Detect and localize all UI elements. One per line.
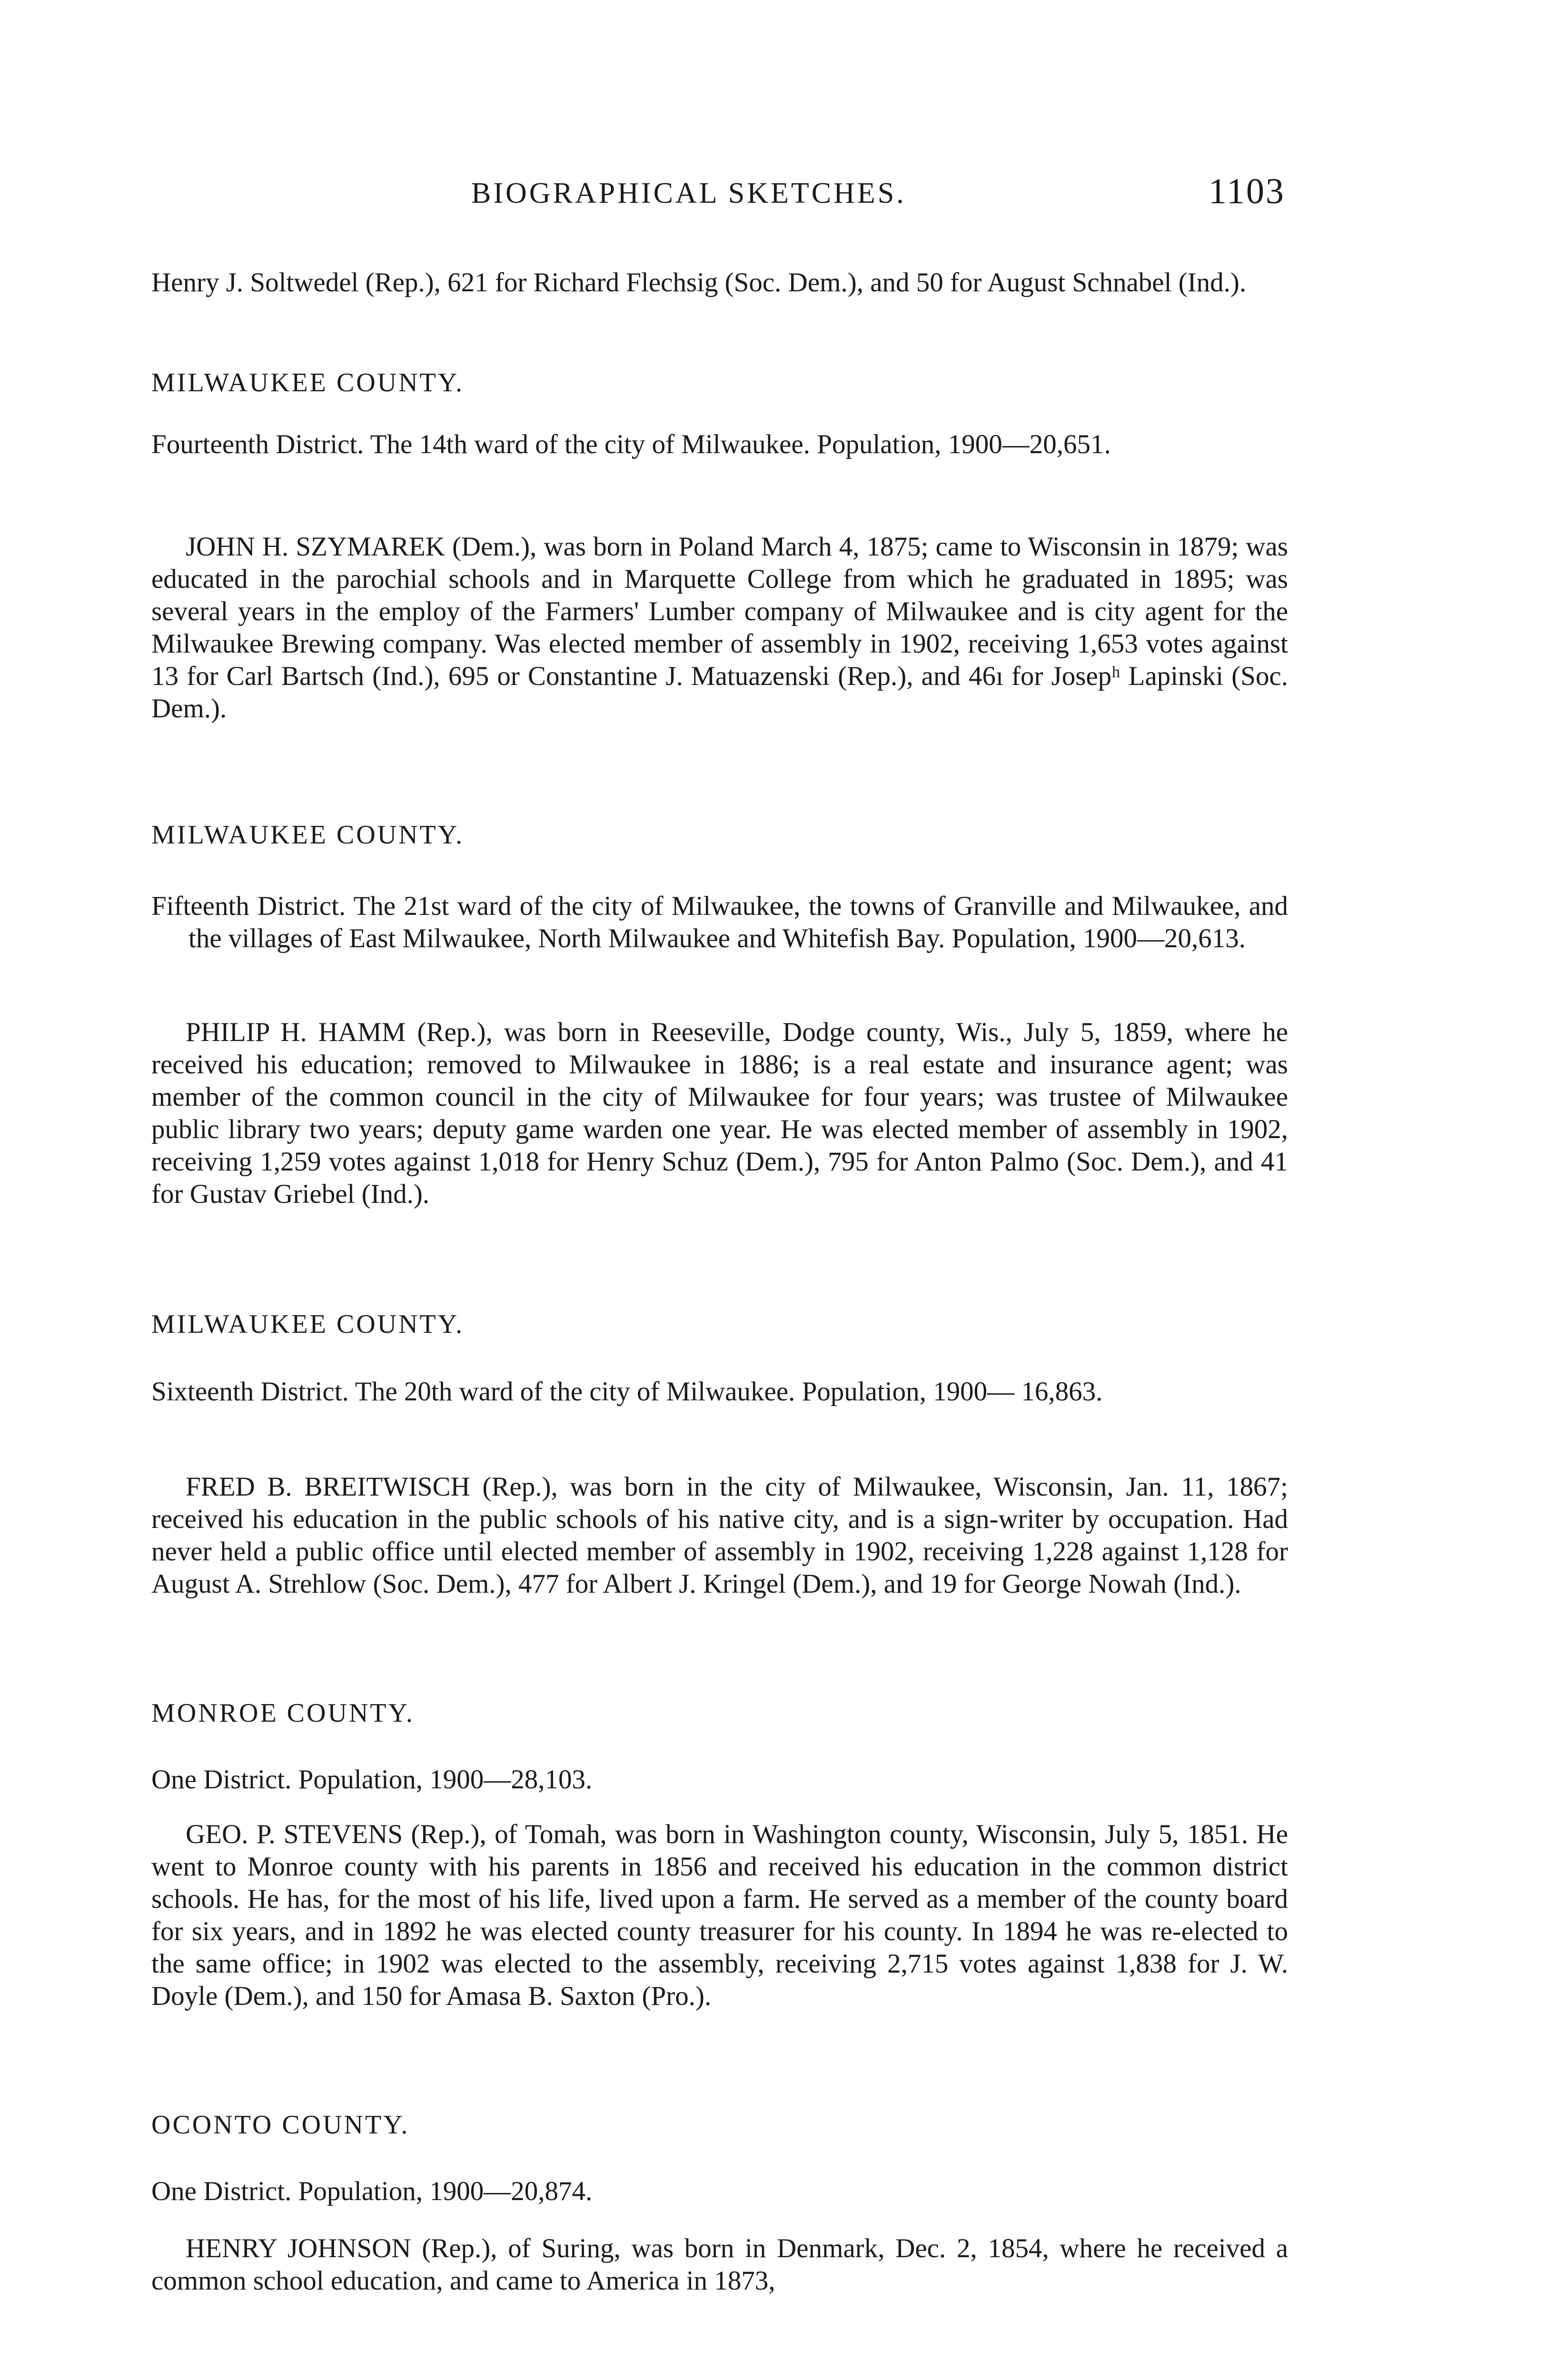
- continuation-text: Henry J. Soltwedel (Rep.), 621 for Richard Flechsig (Soc. Dem.), and 50 for August Schnabel (Ind.).: [151, 268, 1247, 298]
- district-block: [151, 428, 1288, 461]
- continuation-block: [151, 267, 1288, 299]
- running-title: BIOGRAPHICAL SKETCHES.: [471, 177, 906, 209]
- county-heading: MONROE COUNTY.: [151, 1698, 415, 1728]
- county-heading: MILWAUKEE COUNTY.: [151, 368, 464, 397]
- county-heading: MILWAUKEE COUNTY.: [151, 1309, 464, 1339]
- district-description: Sixteenth District. The 20th ward of the city of Milwaukee. Population, 1900— 16,863.: [151, 1377, 1103, 1407]
- county-heading: OCONTO COUNTY.: [151, 2110, 410, 2140]
- county-section: [151, 1308, 1288, 1340]
- biography-block: [151, 2232, 1288, 2297]
- district-description: One District. Population, 1900—20,874.: [151, 2176, 593, 2206]
- biography-paragraph: JOHN H. SZYMAREK (Dem.), was born in Poland March 4, 1875; came to Wisconsin in 1879; was educated in the parochial schools and in Marquette College from which he graduated in 1895; was several years in the employ of the Farmers' Lumber company of Milwaukee and is city agent for the Milwaukee Brewing company. Was elected member of assembly in 1902, receiving 1,653 votes against 13 for Carl Bartsch (Ind.), 695 or Constantine J. Matuazenski (Rep.), and 46ı for Josepʰ Lapinski (Soc. Dem.).: [151, 532, 1288, 724]
- district-description: One District. Population, 1900—28,103.: [151, 1765, 593, 1795]
- county-section: [151, 367, 1288, 399]
- district-block: [151, 1764, 1288, 1796]
- district-description: Fourteenth District. The 14th ward of the city of Milwaukee. Population, 1900—20,651.: [151, 429, 1111, 459]
- county-section: [151, 2109, 1288, 2141]
- district-block: [151, 890, 1288, 955]
- biography-paragraph: GEO. P. STEVENS (Rep.), of Tomah, was born in Washington county, Wisconsin, July 5, 1851. He went to Monroe county with his parents in 1856 and received his education in the common district schools. He has, for the most of his life, lived upon a farm. He served as a member of the county board for six years, and in 1892 he was elected county treasurer for his county. In 1894 he was re-elected to the same office; in 1902 was elected to the assembly, receiving 2,715 votes against 1,838 for J. W. Doyle (Dem.), and 150 for Amasa B. Saxton (Pro.).: [151, 1819, 1288, 2011]
- district-block: [151, 1376, 1288, 1408]
- biography-block: [151, 531, 1288, 725]
- page-number: 1103: [1208, 171, 1285, 211]
- biography-paragraph: HENRY JOHNSON (Rep.), of Suring, was born in Denmark, Dec. 2, 1854, where he received a common school education, and came to America in 1873,: [151, 2233, 1288, 2296]
- county-section: [151, 819, 1288, 851]
- district-description: Fifteenth District. The 21st ward of the city of Milwaukee, the towns of Granville and Milwaukee, and the villages of East Milwaukee, North Milwaukee and Whitefish Bay. Population, 1900—20,613.: [151, 891, 1288, 953]
- county-section: [151, 1697, 1288, 1729]
- biography-paragraph: PHILIP H. HAMM (Rep.), was born in Reeseville, Dodge county, Wis., July 5, 1859, where he received his education; removed to Milwaukee in 1886; is a real estate and insurance agent; was member of the common council in the city of Milwaukee for four years; was trustee of Milwaukee public library two years; deputy game warden one year. He was elected member of assembly in 1902, receiving 1,259 votes against 1,018 for Henry Schuz (Dem.), 795 for Anton Palmo (Soc. Dem.), and 41 for Gustav Griebel (Ind.).: [151, 1017, 1288, 1209]
- biography-block: [151, 1818, 1288, 2013]
- biography-block: [151, 1016, 1288, 1210]
- biography-block: [151, 1471, 1288, 1600]
- district-block: [151, 2175, 1288, 2208]
- county-heading: MILWAUKEE COUNTY.: [151, 820, 464, 850]
- biography-paragraph: FRED B. BREITWISCH (Rep.), was born in the city of Milwaukee, Wisconsin, Jan. 11, 1867; received his education in the public schools of his native city, and is a sign-writer by occupation. Had never held a public office until elected member of assembly in 1902, receiving 1,228 against 1,128 for August A. Strehlow (Soc. Dem.), 477 for Albert J. Kringel (Dem.), and 19 for George Nowah (Ind.).: [151, 1472, 1288, 1599]
